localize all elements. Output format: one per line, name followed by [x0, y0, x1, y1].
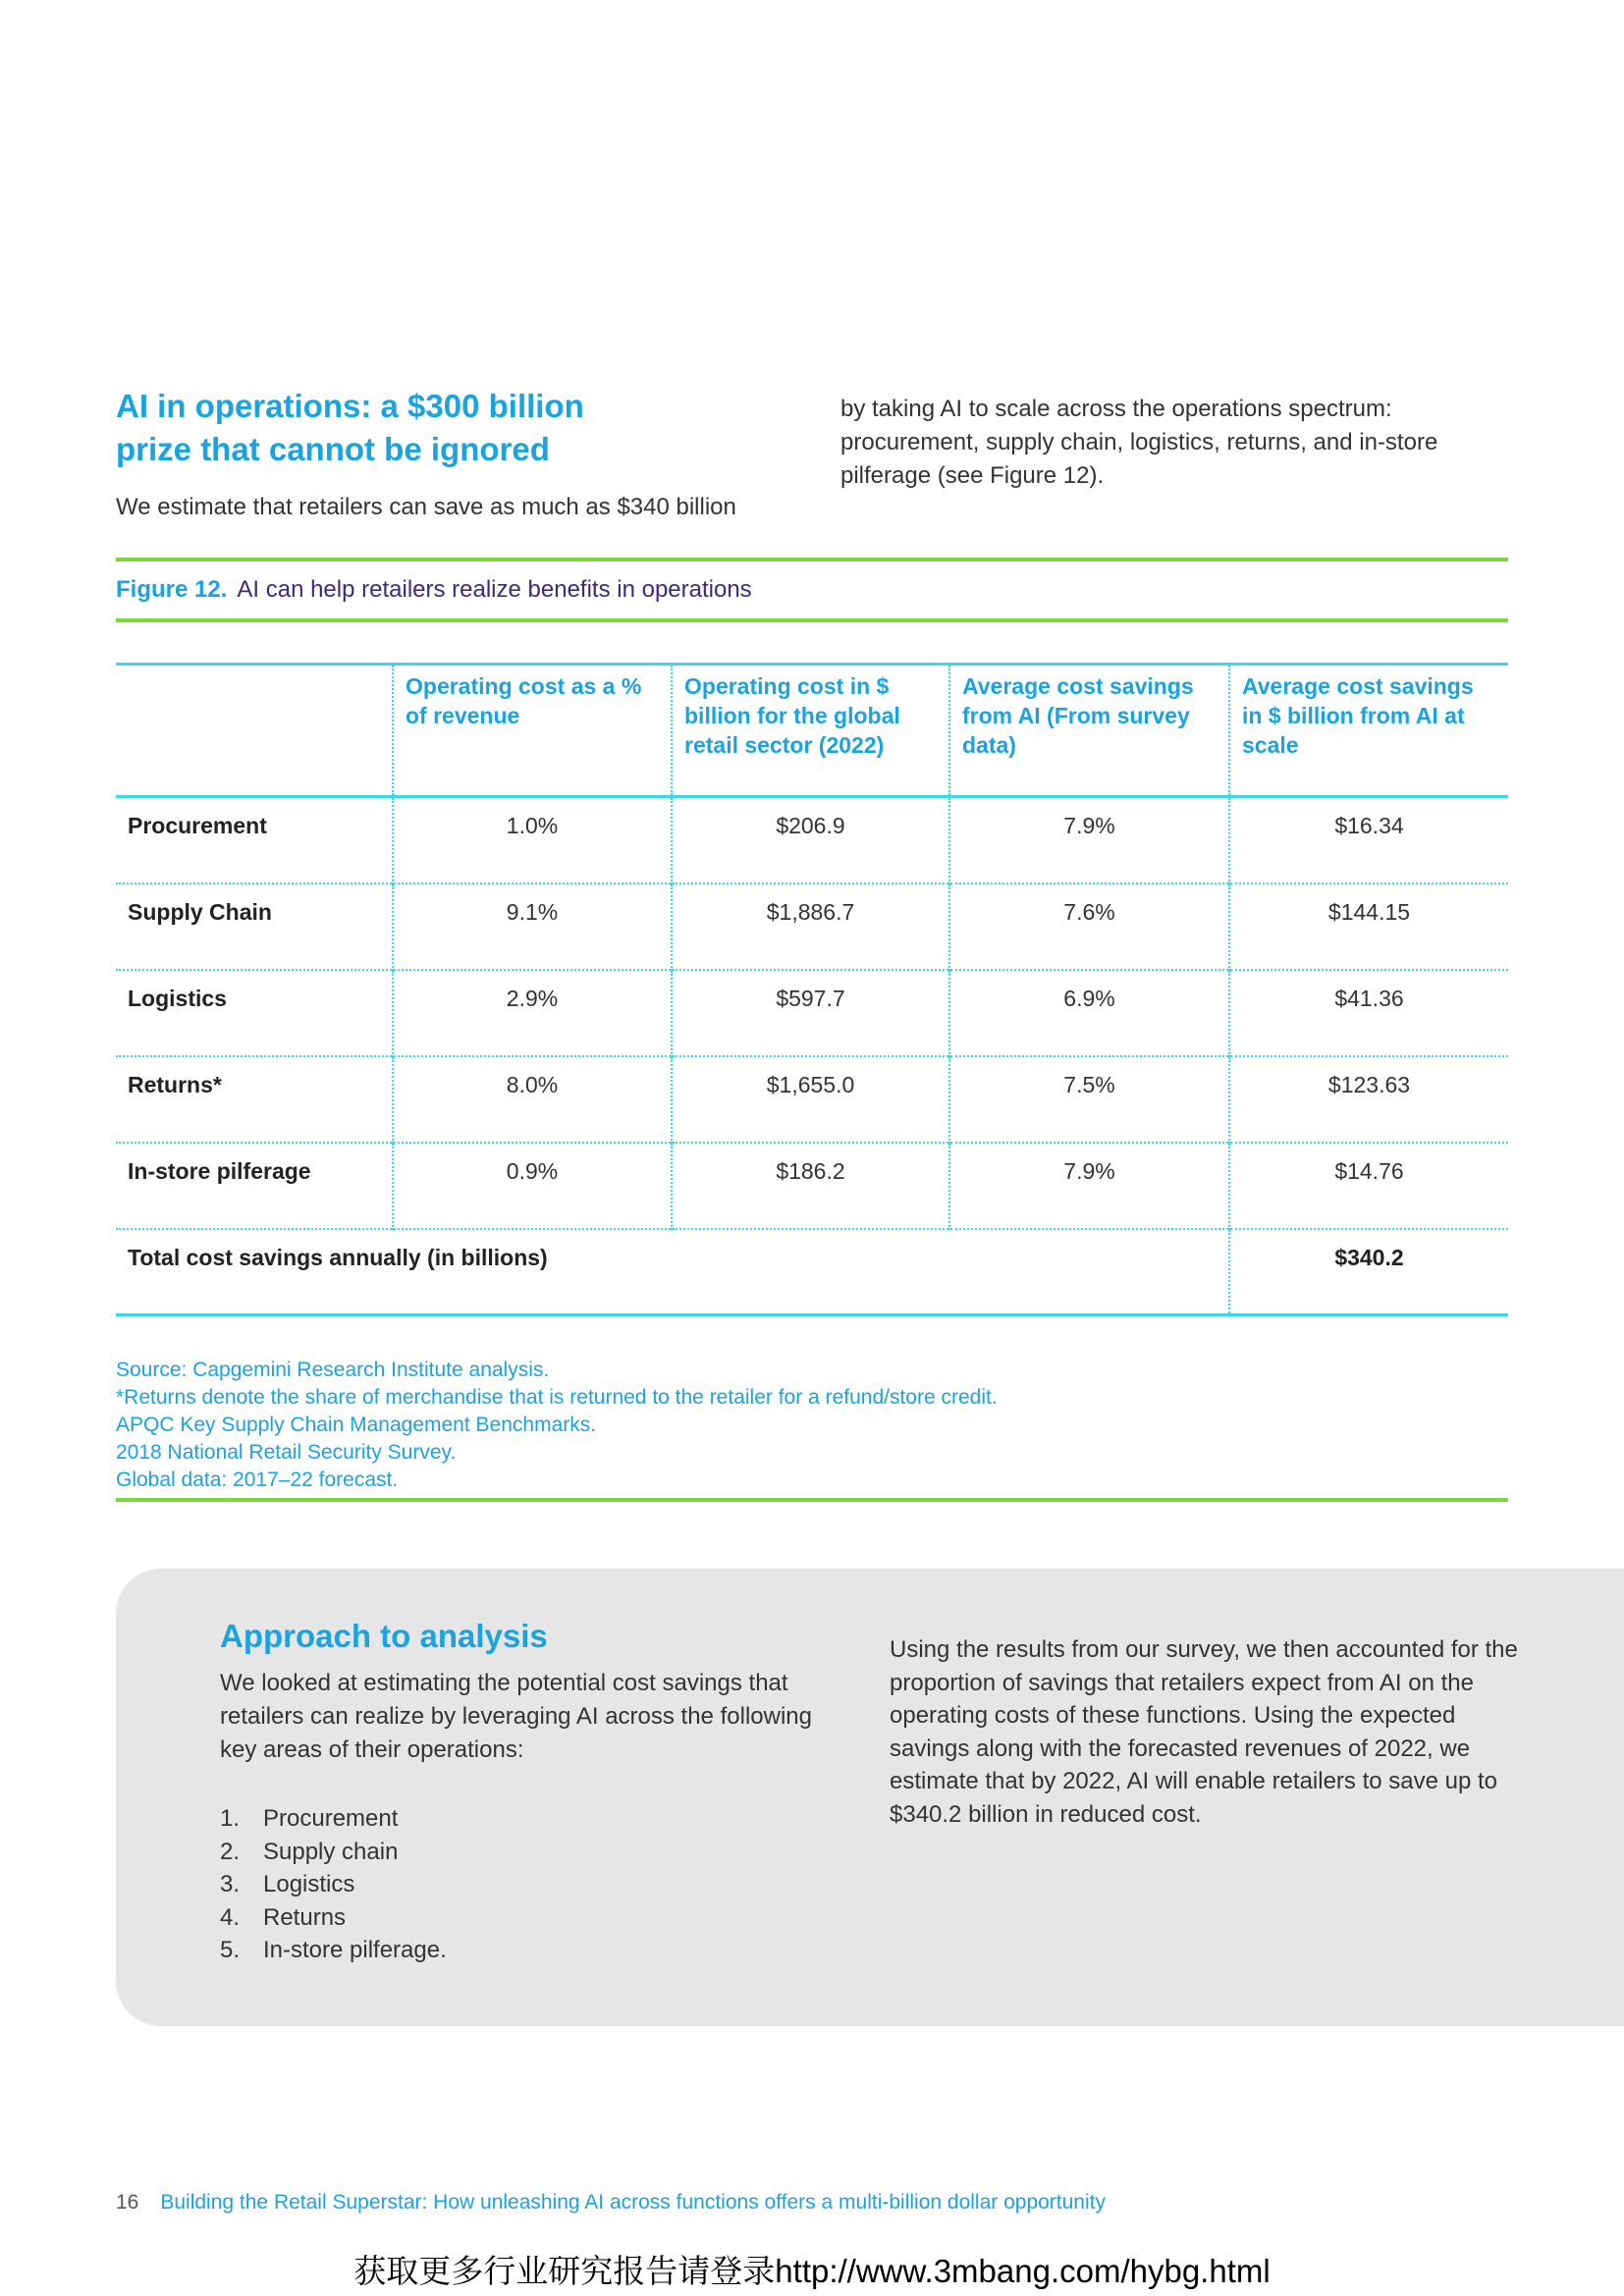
- header-savings-billion: Average cost savings in $ billion from AI at scale: [1229, 665, 1508, 797]
- cell-avg-savings: 7.6%: [949, 883, 1229, 970]
- approach-right-text: Using the results from our survey, we then accounted for the proportion of savings that retailers expect from AI on the operating costs of these functions. Using the expected savings along with the forecasted revenues of 2022, we estimate that by 2022, AI will enable retailers to save up to $340.2 billion in reduced cost.: [890, 1636, 1518, 1828]
- row-label: Logistics: [128, 985, 227, 1011]
- list-item-text: In-store pilferage.: [263, 1937, 447, 1963]
- cell-pct-revenue: 0.9%: [393, 1143, 672, 1229]
- cell-savings-billion: $14.76: [1229, 1143, 1508, 1229]
- cell-savings-billion: $16.34: [1229, 797, 1508, 883]
- list-item-number: 5.: [220, 1937, 241, 1963]
- table-row: [116, 1056, 1508, 1143]
- header-empty: [116, 665, 393, 797]
- cell-avg-savings: 7.5%: [949, 1056, 1229, 1143]
- cell-pct-revenue: 2.9%: [393, 970, 672, 1056]
- table-row: [116, 1143, 1508, 1229]
- intro-paragraph-left: We estimate that retailers can save as much as $340 billion: [116, 494, 736, 520]
- source-line: APQC Key Supply Chain Management Benchmarks.: [116, 1414, 597, 1436]
- cell-savings-billion: $123.63: [1229, 1056, 1508, 1143]
- cell-pct-revenue: 8.0%: [393, 1056, 672, 1143]
- cell-savings-billion: $41.36: [1229, 970, 1508, 1056]
- row-label: In-store pilferage: [128, 1157, 311, 1184]
- figure-caption: AI can help retailers realize benefits in operations: [237, 576, 752, 603]
- list-item: [220, 1868, 447, 1901]
- cell-avg-savings: 6.9%: [949, 970, 1229, 1056]
- cell-cost-billion: $1,655.0: [672, 1056, 949, 1143]
- row-label: Procurement: [128, 813, 267, 838]
- approach-title: Approach to analysis: [220, 1618, 548, 1654]
- source-line: Global data: 2017–22 forecast.: [116, 1468, 399, 1491]
- cell-cost-billion: $186.2: [672, 1143, 949, 1229]
- figure-bottom-rule: [116, 618, 1508, 622]
- list-item: [220, 1901, 447, 1935]
- approach-list: [220, 1802, 447, 1967]
- list-item-number: 3.: [220, 1871, 241, 1897]
- cell-avg-savings: 7.9%: [949, 1143, 1229, 1229]
- list-item-text: Returns: [263, 1903, 347, 1931]
- cell-avg-savings: 7.9%: [949, 797, 1229, 883]
- cell-cost-billion: $1,886.7: [672, 883, 949, 970]
- table-total-row: [116, 1229, 1508, 1315]
- source-line: 2018 National Retail Security Survey.: [116, 1441, 457, 1464]
- cell-savings-billion: $144.15: [1229, 883, 1508, 970]
- list-item-text: Logistics: [263, 1871, 355, 1897]
- list-item-number: 4.: [220, 1903, 241, 1931]
- section-heading-line2: prize that cannot be ignored: [116, 431, 550, 467]
- watermark-text: 获取更多行业研究报告请登录http://www.3mbang.com/hybg.html: [353, 2253, 1271, 2289]
- table-header-row: [116, 665, 1508, 797]
- total-value: $340.2: [1229, 1229, 1508, 1315]
- source-line: Source: Capgemini Research Institute analysis.: [116, 1359, 550, 1381]
- page-footer: [116, 2189, 1106, 2216]
- table-row: [116, 883, 1508, 970]
- header-avg-savings: Average cost savings from AI (From survey data): [949, 665, 1229, 797]
- header-cost-billion: Operating cost in $ billion for the global retail sector (2022): [672, 665, 949, 797]
- list-item: [220, 1802, 447, 1836]
- approach-panel: [116, 1569, 1624, 2026]
- list-item-number: 1.: [220, 1805, 241, 1832]
- table-row: [116, 797, 1508, 883]
- figure-number: Figure 12.: [116, 576, 228, 603]
- list-item-number: 2.: [220, 1838, 241, 1865]
- figure-title: [116, 575, 752, 605]
- list-item-text: Procurement: [263, 1805, 399, 1832]
- header-pct-revenue: Operating cost as a % of revenue: [393, 665, 672, 797]
- row-label: Supply Chain: [128, 898, 272, 925]
- cell-pct-revenue: 1.0%: [393, 797, 672, 883]
- total-label: Total cost savings annually (in billions): [128, 1244, 548, 1270]
- intro-paragraph-right: by taking AI to scale across the operations spectrum: procurement, supply chain, logistics, returns, and in-store pilferage (see Figure 12).: [840, 396, 1438, 489]
- cell-cost-billion: $597.7: [672, 970, 949, 1056]
- list-item: [220, 1836, 447, 1869]
- list-item-text: Supply chain: [263, 1838, 399, 1865]
- list-item: [220, 1934, 447, 1967]
- section-heading-line1: AI in operations: a $300 billion: [116, 388, 584, 424]
- row-label: Returns*: [128, 1071, 222, 1097]
- approach-left-text: We looked at estimating the potential cost savings that retailers can realize by leveraging AI across the following key areas of their operations:: [220, 1670, 812, 1763]
- table-row: [116, 970, 1508, 1056]
- cell-cost-billion: $206.9: [672, 797, 949, 883]
- source-line: *Returns denote the share of merchandise that is returned to the retailer for a refund/store credit.: [116, 1386, 998, 1409]
- page-number: 16: [116, 2191, 139, 2214]
- section-heading: [116, 385, 666, 471]
- cell-pct-revenue: 9.1%: [393, 883, 672, 970]
- sources-bottom-rule: [116, 1498, 1508, 1502]
- figure-sources: [116, 1357, 998, 1494]
- figure-top-rule: [116, 558, 1508, 561]
- savings-table: [116, 663, 1508, 1316]
- report-title: Building the Retail Superstar: How unleashing AI across functions offers a multi-billion dollar opportunity: [160, 2191, 1106, 2214]
